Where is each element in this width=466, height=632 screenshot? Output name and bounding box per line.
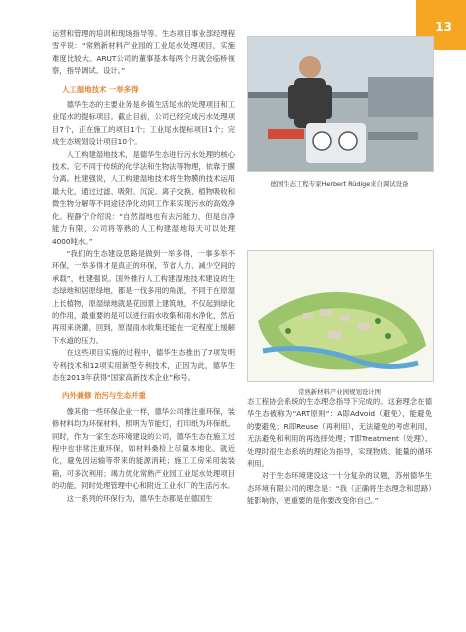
photo2-caption: 常熟新材料产业园规划设计图 <box>297 388 382 396</box>
right-column <box>247 396 432 508</box>
park-plan-graphic <box>248 251 433 381</box>
paragraph-continued: 态工程协会系统的生态理念指导下完成的。这套理念在德华生态被称为“ART原则”：A即Advoid（避免），能避免的要避免；R即Reuse（再利用），无法避免的考虑利用，无法避免和利用的再选择处理；T即Treatment（处理）。处理时很生态系统的理论为指导，实现物质、能量的循环利用。 <box>247 397 432 469</box>
intro-paragraph: 运营和管理的培训和现场指导等。生态项目事业部经理程雪平说：“常熟新材料产业园的工业尾水处理项目，实施难度比较大。ARUT公司的董事基本每两个月就会临桥视察，指导调试、设计。” <box>52 29 235 76</box>
paragraph: 像其他一些环保企业一样，德华公司推注重环保，装修材料均为环保材料，照明为节能灯，打印纸为环保纸。同时，作为一家生态环境建设的公司，德华生态在施工过程中也非常注重环保，如材料桑检上尽量本地化、就近化，避免因运输等带来的能源消耗；施工工房采用装装箱，可多次利用；竭力优化常熟产业园工业尾水处理项目的功能，同时处理管理中心和附近工业水厂的生活污水。 <box>52 406 235 491</box>
park-plan-illustration <box>247 250 434 382</box>
paragraph: 在这些项目实施的过程中，德华生态推出了7项发明专利技术和12项实用新型专利技术，正因为此，德华生态在2013年获得“国家高新技术企业”称号。 <box>52 348 235 382</box>
paragraph: 人工构建湿地技术，是德华生态进行污水处理的核心技术。它不同于传统的化学法和生物法等物理，依靠于膜分离。杜建强说，人工构建湿地技术将生物膜的技术运用最大化，通过过滤、吸附、沉淀、离子交换、植物吸收和微生物分解等不同途径净化动同工作来实现污水的高效净化。程静宁介绍说：“自然湿地也有去污能力，但是自净能力有限，公司将等熟的人工构建湿地每天可以处理4000吨水。” <box>52 149 235 246</box>
section-title-internal-external: 内外兼修 治污与生态并重 <box>62 391 146 401</box>
paragraph: 德华生态的主要业务是乡镇生活尾水的处理项目和工业尾水的提标项目。截止目前，公司已经完成污水处理项目7个，正在施工的项目1个；工业尾水提标项目1个；完成生态规划设计项目10个。 <box>52 100 235 147</box>
paragraph: 这一系列的环保行为，德华生态都是在德国生 <box>66 493 213 503</box>
engineer-illustration <box>248 37 433 171</box>
engineer-photo <box>247 36 434 172</box>
left-column <box>52 28 235 505</box>
closing-paragraph: 对于生态环境建设这一十分复杂的议题，苏州德华生态环境有限公司的理念是：“我（正确将生态理念和思路）能影响你，更重要的是你要改变你自己。” <box>247 471 432 506</box>
paragraph: “我们的生态建设思路是做到一举多得，一事多举不环保，一举多得才是真正的环保，节省人力、减少空间的承载”，杜建强说。国外推行人工构建湿地技术建设的生态绿地和居原绿地，都是一伐多用的角派，不同于在原湿上长植物，原湿绿地就是花园景上建筑地，不仅起到绿化的作用，最重要的是可以进行雨水收集和雨水净化，然后再用来浇灌，回到，原湿雨水收集还能在一定程度上缓解下水道的压力。 <box>52 248 235 345</box>
photo1-caption: 德国生态工程专家Herbert Rüdige来自调试设备 <box>270 180 409 188</box>
page-number: 13 <box>435 20 452 34</box>
section-title-wetland: 人工湿地技术 一举多得 <box>62 84 139 94</box>
